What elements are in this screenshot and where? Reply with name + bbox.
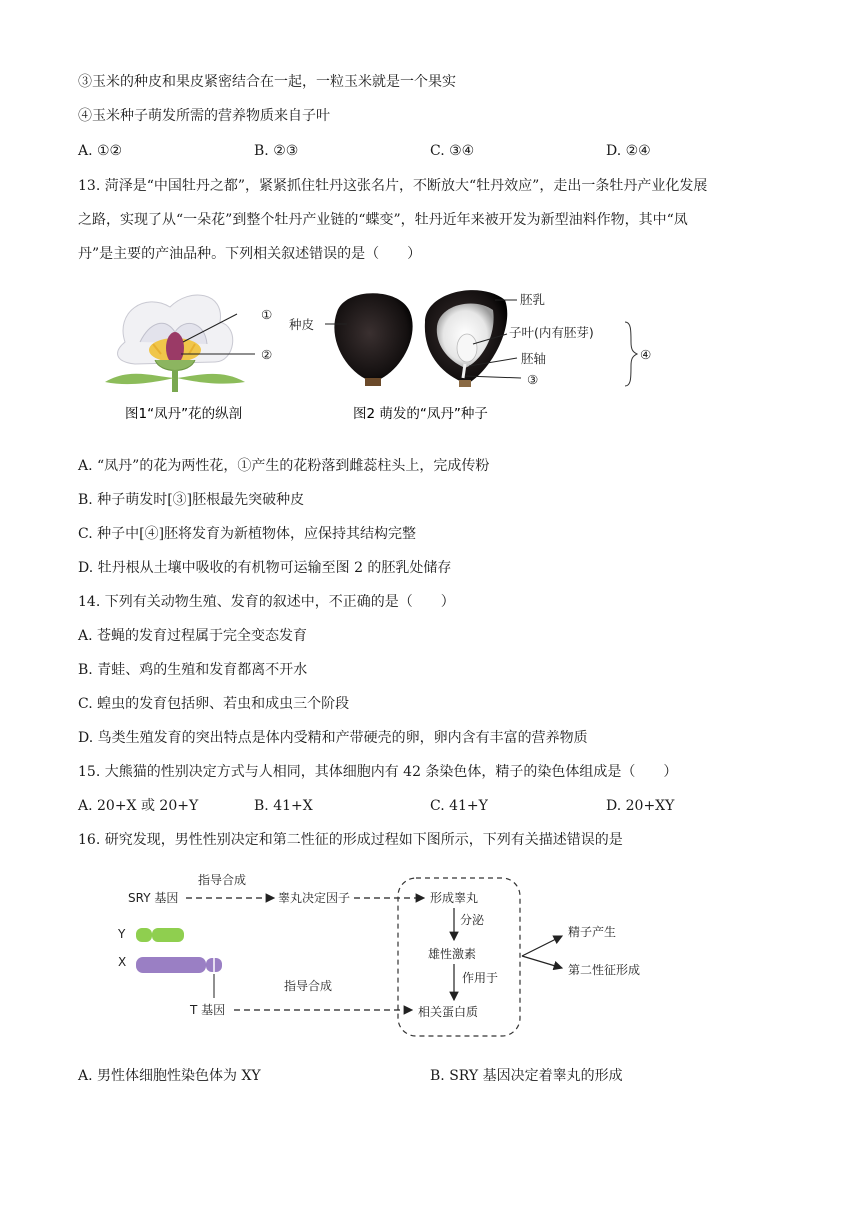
secondary-traits-label: 第二性征形成 [568, 963, 641, 977]
q16-option-a: A. 男性体细胞性染色体为 XY [78, 1068, 261, 1084]
q13-stem-line2: 之路，实现了从“一朵花”到整个牡丹产业链的“蝶变”，牡丹近年来被开发为新型油料作物，其中“凤 [78, 212, 688, 228]
q14-option-d: D. 鸟类生殖发育的突出特点是体内受精和产带硬壳的卵，卵内含有丰富的营养物质 [78, 730, 588, 746]
q16-diagram [118, 866, 678, 1044]
q13-option-d: D. 牡丹根从土壤中吸收的有机物可运输至图 2 的胚乳处储存 [78, 560, 452, 576]
flower-label-1: ① [261, 307, 273, 322]
x-chromosome-label: X [118, 955, 127, 969]
x-chromosome [136, 957, 222, 973]
peony-figure [95, 282, 675, 430]
q12-option-c: C. ③④ [430, 143, 475, 159]
fig1-caption: 图1“凤丹”花的纵剖 [125, 406, 243, 422]
y-chromosome-label: Y [118, 927, 126, 941]
q13-figure [95, 282, 675, 430]
q13-stem-line3: 丹”是主要的产油品种。下列相关叙述错误的是（ ） [78, 246, 422, 262]
t-gene-label: T 基因 [190, 1003, 226, 1017]
q12-statement-3: ③玉米的种皮和果皮紧密结合在一起，一粒玉米就是一个果实 [78, 74, 456, 90]
q15-option-b: B. 41+X [254, 798, 313, 814]
sperm-label: 精子产生 [568, 925, 617, 939]
fig2-caption: 图2 萌发的“凤丹”种子 [353, 406, 488, 422]
q12-option-a: A. ①② [78, 143, 123, 159]
q13-stem-line1: 13. 菏泽是“中国牡丹之都”，紧紧抓住牡丹这张名片，不断放大“牡丹效应”，走出一条牡丹产业化发展 [78, 178, 708, 194]
q12-statement-4: ④玉米种子萌发所需的营养物质来自子叶 [78, 108, 330, 124]
flower-label-2: ② [261, 347, 273, 362]
q15-option-d: D. 20+XY [606, 798, 675, 814]
q13-option-c: C. 种子中[④]胚将发育为新植物体，应保持其结构完整 [78, 526, 417, 542]
acts-on-label: 作用于 [462, 971, 499, 985]
hypocotyl-label: 胚轴 [521, 351, 547, 366]
embryo-label-4: ④ [640, 347, 652, 362]
testis-factor-label: 睾丸决定因子 [278, 891, 351, 905]
q13-option-a: A. “凤丹”的花为两性花，①产生的花粉落到雌蕊柱头上，完成传粉 [78, 458, 490, 474]
q14-option-a: A. 苍蝇的发育过程属于完全变态发育 [78, 628, 308, 644]
guide-label-bottom: 指导合成 [284, 979, 333, 993]
seed-coat-label: 种皮 [289, 317, 315, 332]
flower-illustration [105, 295, 255, 392]
q16-stem: 16. 研究发现，男性性别决定和第二性征的形成过程如下图所示，下列有关描述错误的是 [78, 832, 623, 848]
y-chromosome [136, 928, 184, 942]
q16-option-b: B. SRY 基因决定着睾丸的形成 [430, 1068, 623, 1084]
sex-determination-diagram [118, 866, 678, 1044]
q15-option-c: C. 41+Y [430, 798, 488, 814]
seed-section-illustration [425, 290, 521, 387]
guide-label-top: 指导合成 [198, 873, 247, 887]
protein-label: 相关蛋白质 [418, 1005, 479, 1019]
seed-label-3: ③ [527, 372, 539, 387]
endosperm-label: 胚乳 [520, 292, 546, 307]
q15-option-a: A. 20+X 或 20+Y [78, 798, 199, 814]
androgen-label: 雄性激素 [428, 947, 477, 961]
q14-option-c: C. 蝗虫的发育包括卵、若虫和成虫三个阶段 [78, 696, 350, 712]
q14-stem: 14. 下列有关动物生殖、发育的叙述中，不正确的是（ ） [78, 594, 455, 610]
whole-seed-illustration [325, 293, 413, 386]
q12-option-d: D. ②④ [606, 143, 651, 159]
q12-option-b: B. ②③ [254, 143, 299, 159]
q14-option-b: B. 青蛙、鸡的生殖和发育都离不开水 [78, 662, 308, 678]
sry-gene-label: SRY 基因 [128, 891, 179, 905]
secrete-label: 分泌 [460, 913, 485, 927]
form-testis-label: 形成睾丸 [430, 891, 479, 905]
q13-option-b: B. 种子萌发时[③]胚根最先突破种皮 [78, 492, 305, 508]
cotyledon-label: 子叶(内有胚芽) [509, 325, 594, 340]
q15-stem: 15. 大熊猫的性别决定方式与人相同，其体细胞内有 42 条染色体，精子的染色体组成是（ ） [78, 764, 678, 780]
